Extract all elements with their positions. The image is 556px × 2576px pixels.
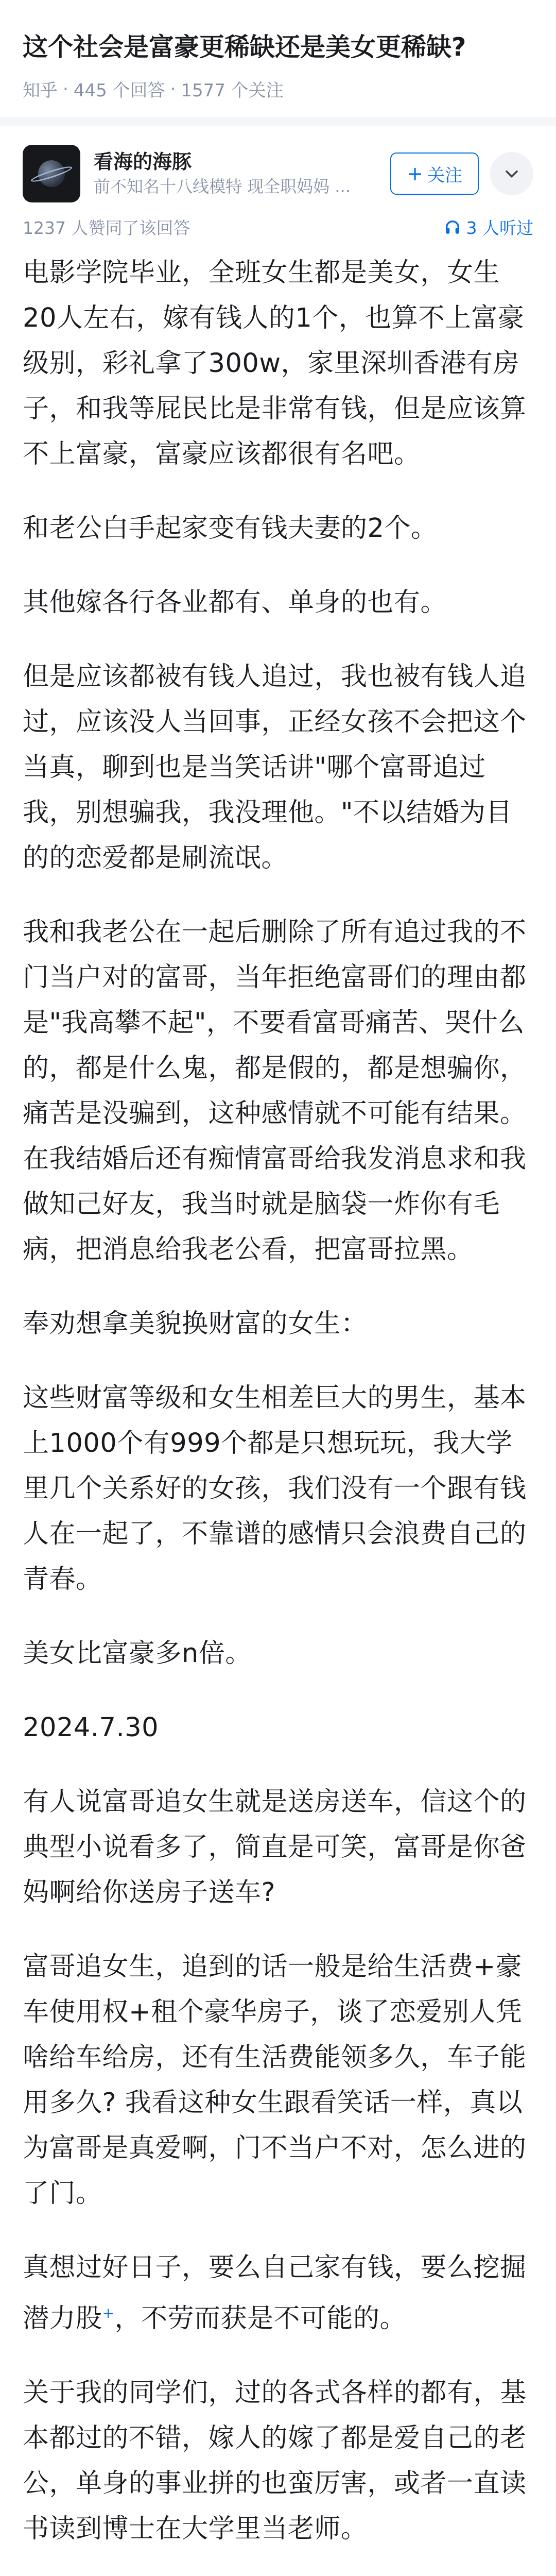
question-meta bbox=[23, 76, 533, 101]
listen-count: 3 人听过 bbox=[466, 218, 533, 238]
paragraph-text: ，不劳而获是不可能的。 bbox=[114, 2303, 406, 2334]
question-title[interactable]: 这个社会是富豪更稀缺还是美女更稀缺? bbox=[23, 32, 466, 62]
meta-separator: · bbox=[170, 78, 176, 99]
author-info bbox=[94, 149, 381, 198]
answer-paragraph: 美女比富豪多n倍。 bbox=[23, 1638, 252, 1669]
answer-paragraph: 奉劝想拿美貌换财富的女生： bbox=[23, 1309, 368, 1339]
answer-paragraph: 其他嫁各行各业都有、单身的也有。 bbox=[23, 587, 447, 618]
upvote-count: 1237 人赞同了该回答 bbox=[23, 218, 190, 238]
answer-paragraph: 关于我的同学们，过的各式各样的都有，基本都过的不错，嫁人的嫁了都是爱自己的老公，单身的事业拼的也蛮厉害，或者一直读书读到博士在大学里当老师。 bbox=[23, 2378, 527, 2544]
author-name[interactable]: 看海的海豚 bbox=[94, 150, 192, 173]
answer-paragraph: 有人说富哥追女生就是送房送车，信这个的典型小说看多了，简直是可笑，富哥是你爸妈啊给你送房子送车? bbox=[23, 1787, 527, 1908]
listen-button[interactable] bbox=[444, 215, 534, 239]
answer-date: 2024.7.30 bbox=[23, 1713, 159, 1743]
answer-stats bbox=[0, 215, 556, 250]
answer-paragraph: 这些财富等级和女生相差巨大的男生，基本上1000个有999个都是只想玩玩，我大学里几个关系好的女孩，我们没有一个跟有钱人在一起了，不靠谱的感情只会浪费自己的青春。 bbox=[23, 1383, 527, 1595]
answer-paragraph: 电影学院毕业，全班女生都是美女，女生20人左右，嫁有钱人的1个，也算不上富豪级别，彩礼拿了300w，家里深圳香港有房子，和我等屁民比是非常有钱，但是应该算不上富豪，富豪应该都很有名吧。 bbox=[23, 258, 527, 469]
author-row bbox=[0, 126, 556, 215]
avatar[interactable] bbox=[23, 145, 80, 202]
keyword-link[interactable] bbox=[23, 2303, 114, 2334]
question-header bbox=[0, 0, 556, 117]
more-button[interactable] bbox=[490, 152, 533, 195]
keyword-link-mark: + bbox=[102, 2304, 115, 2321]
answer-paragraph: 和老公白手起家变有钱夫妻的2个。 bbox=[23, 513, 438, 544]
section-divider bbox=[0, 117, 556, 126]
plus-icon: + bbox=[407, 162, 423, 185]
paragraph-text: 真想过好日子，要么自己家有钱，要么挖掘 bbox=[23, 2252, 527, 2283]
follower-count: 1577 个关注 bbox=[181, 80, 284, 101]
answer-paragraph: 我和我老公在一起后删除了所有追过我的不门当户对的富哥，当年拒绝富哥们的理由都是"我高攀不起"，不要看富哥痛苦、哭什么的，都是什么鬼，都是假的，都是想骗你，痛苦是没骗到，这种感情就不可能有结果。在我结婚后还有痴情富哥给我发消息求和我做知己好友，我当时就是脑袋一炸你有毛病，把消息给我老公看，把富哥拉黑。 bbox=[23, 917, 527, 1265]
answer-body bbox=[0, 250, 556, 2552]
site-name: 知乎 bbox=[23, 80, 58, 101]
answer-paragraph bbox=[23, 2245, 533, 2342]
follow-button[interactable] bbox=[390, 152, 479, 195]
answer-paragraph: 富哥追女生，追到的话一般是给生活费+豪车使用权+租个豪华房子，谈了恋爱别人凭啥给车给房，还有生活费能领多久，车子能用多久? 我看这种女生跟看笑话一样，真以为富哥是真爱啊，门不当户不对，怎么进的了门。 bbox=[23, 1952, 527, 2209]
meta-separator: · bbox=[63, 78, 68, 99]
author-description: 前不知名十八线模特 现全职妈妈 ... bbox=[94, 177, 351, 196]
chevron-down-icon bbox=[503, 165, 520, 182]
headphones-icon bbox=[444, 218, 461, 236]
follow-label: 关注 bbox=[427, 165, 462, 186]
answer-count[interactable]: 445 个回答 bbox=[73, 80, 165, 101]
answer-paragraph: 但是应该都被有钱人追过，我也被有钱人追过，应该没人当回事，正经女孩不会把这个当真，聊到也是当笑话讲"哪个富哥追过我，别想骗我，我没理他。"不以结婚为目的的恋爱都是刷流氓。 bbox=[23, 662, 527, 873]
keyword-link-text: 潜力股 bbox=[23, 2303, 102, 2334]
